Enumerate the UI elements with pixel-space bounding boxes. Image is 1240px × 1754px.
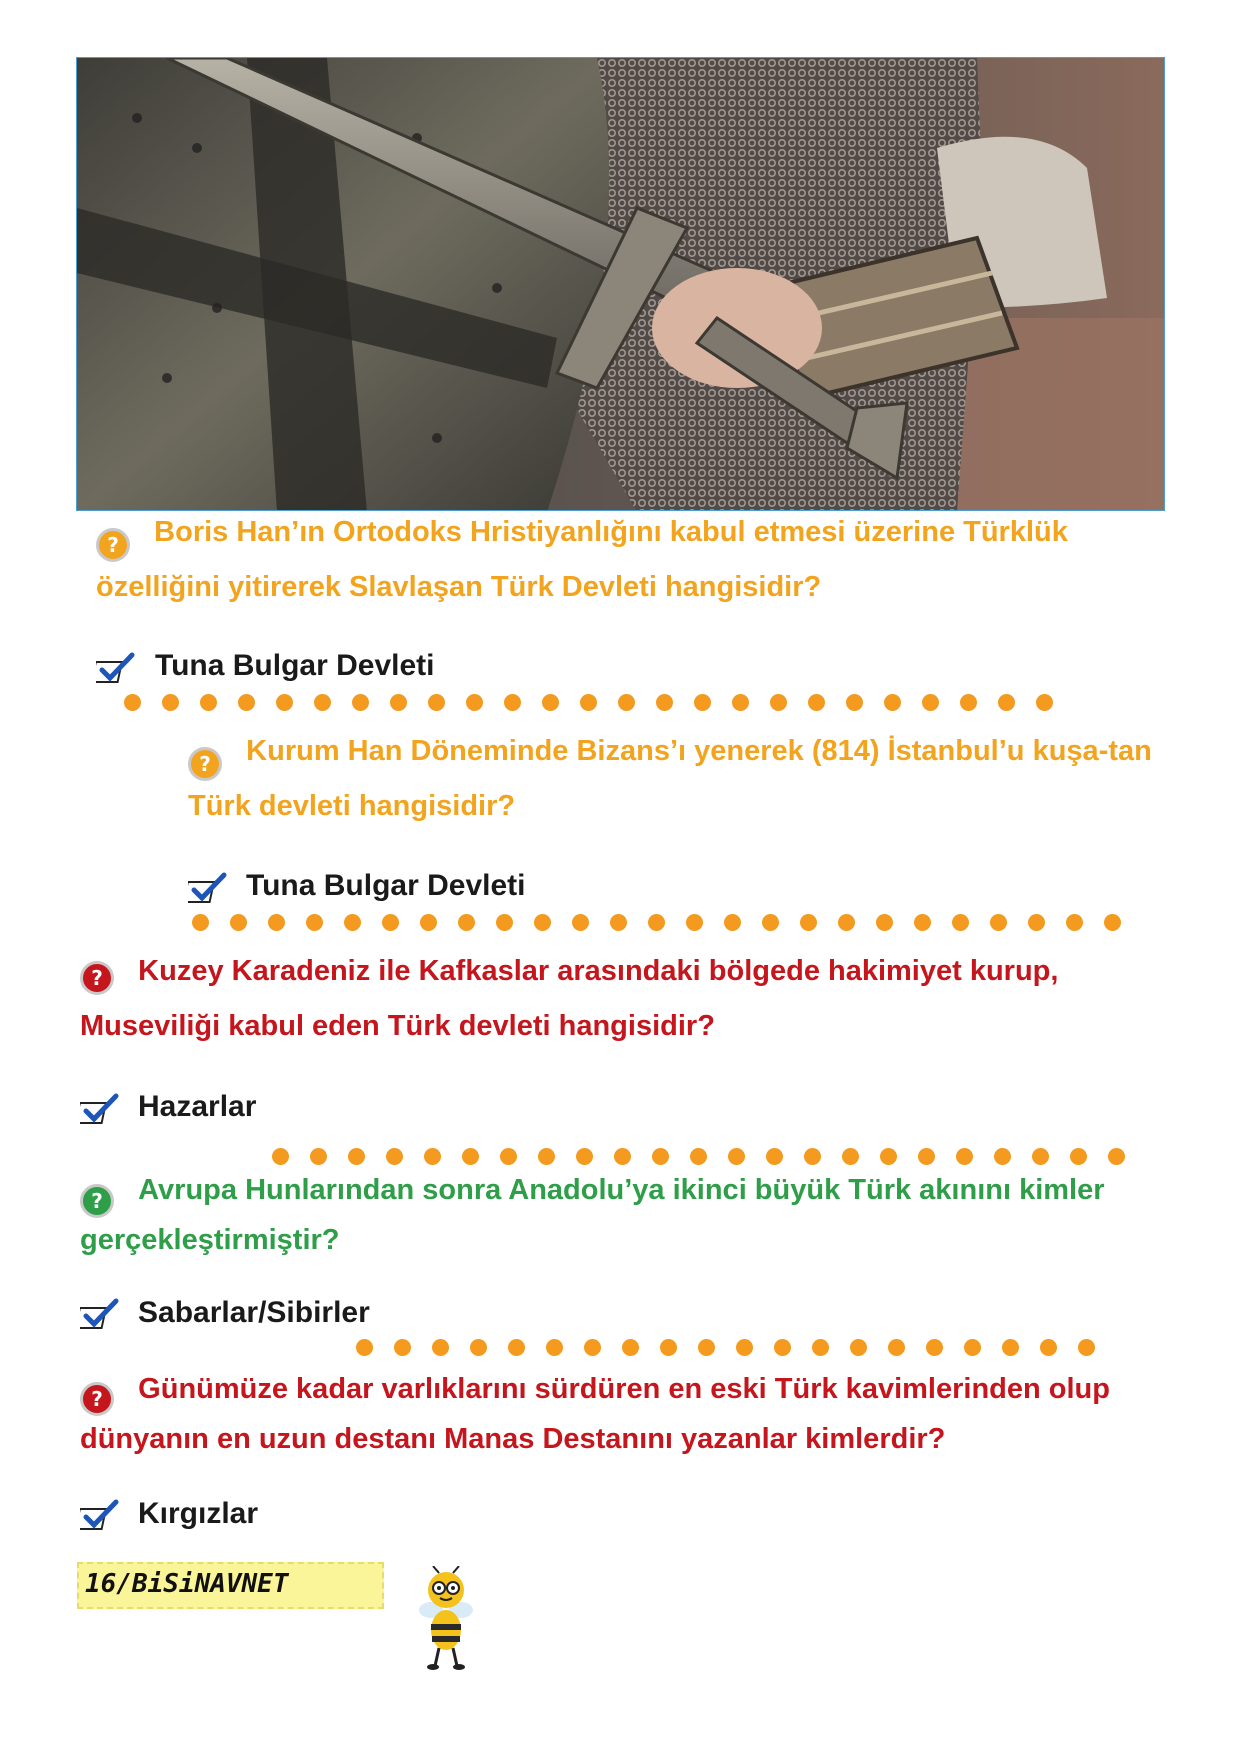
check-icon [80, 1093, 120, 1127]
dot-divider [124, 694, 1074, 711]
dot-divider [272, 1148, 1146, 1165]
hero-image [76, 57, 1165, 511]
question-1 [96, 505, 1166, 615]
question-2-text: Kurum Han Döneminde Bizans’ı yenerek (814) İstanbul’u kuşa-tan Türk devleti hangisidir? [188, 735, 1152, 822]
check-icon [96, 652, 136, 686]
answer-1: Tuna Bulgar Devleti [155, 649, 435, 682]
answer-3: Hazarlar [138, 1090, 257, 1123]
page-number-label: 16/BiSiNAVNET [77, 1562, 384, 1609]
question-icon-green: ? [80, 1184, 114, 1218]
knight-sword-shield-photo [77, 58, 1165, 511]
question-icon-red: ? [80, 1382, 114, 1416]
question-5-text: Günümüze kadar varlıklarını sürdüren en eski Türk kavimlerinden olup dünyanın en uzun destanı Manas Destanını yazanlar kimlerdir? [80, 1373, 1110, 1455]
question-4-text: Avrupa Hunlarından sonra Anadolu’ya ikinci büyük Türk akınını kimler gerçekleştirmiştir? [80, 1174, 1105, 1256]
question-4 [80, 1165, 1165, 1265]
dot-divider [192, 914, 1142, 931]
question-5 [80, 1364, 1170, 1464]
dot-divider [356, 1339, 1116, 1356]
check-icon [80, 1499, 120, 1533]
question-icon-orange: ? [96, 528, 130, 562]
question-3-text: Kuzey Karadeniz ile Kafkaslar arasındaki bölgede hakimiyet kurup, Museviliği kabul eden Türk devleti hangisidir? [80, 955, 1059, 1042]
question-3 [80, 944, 1165, 1054]
check-icon [80, 1298, 120, 1332]
bee-mascot-icon [411, 1566, 481, 1670]
answer-5: Kırgızlar [138, 1497, 259, 1530]
question-icon-red: ? [80, 961, 114, 995]
question-icon-orange: ? [188, 747, 222, 781]
answer-4: Sabarlar/Sibirler [138, 1296, 370, 1329]
question-2 [188, 724, 1158, 834]
check-icon [188, 872, 228, 906]
question-1-text: Boris Han’ın Ortodoks Hristiyanlığını kabul etmesi üzerine Türklük özelliğini yitirerek Slavlaşan Türk Devleti hangisidir? [96, 516, 1068, 603]
answer-2: Tuna Bulgar Devleti [246, 869, 526, 902]
